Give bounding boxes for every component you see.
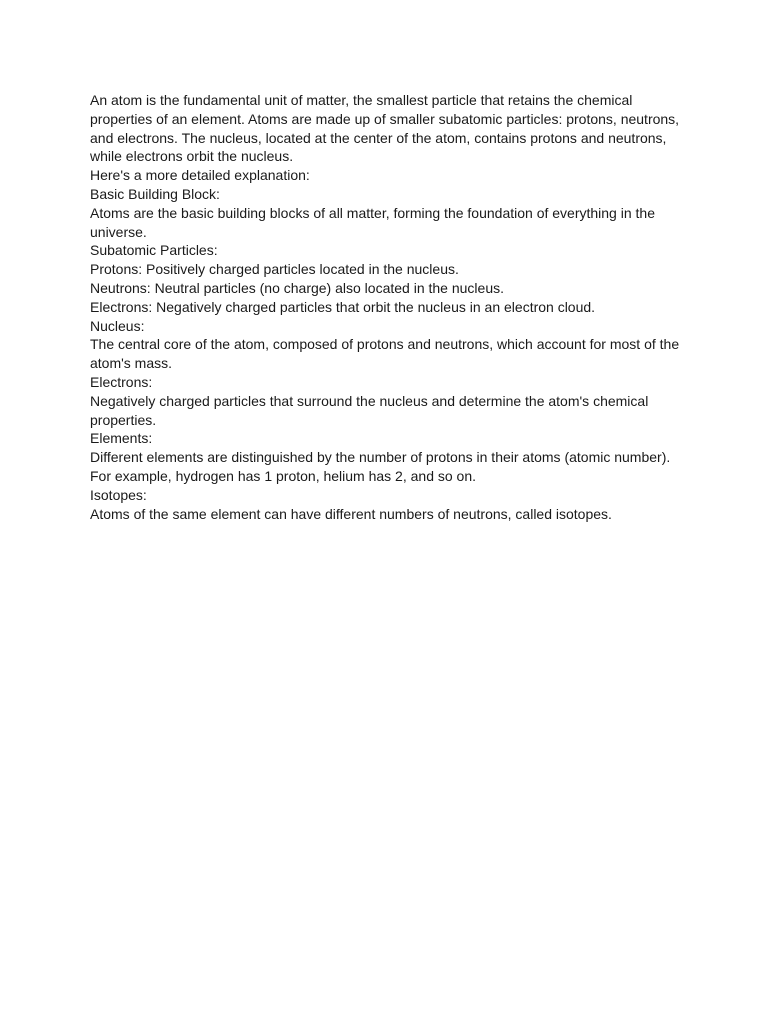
electrons-particle-text: Electrons: Negatively charged particles that orbit the nucleus in an electron cloud. xyxy=(90,298,596,315)
heading-nucleus: Nucleus: xyxy=(90,317,145,334)
neutrons-text: Neutrons: Neutral particles (no charge) also located in the nucleus. xyxy=(90,279,504,296)
basic-building-block-text: Atoms are the basic building blocks of all matter, forming the foundation of everything in the universe. xyxy=(90,204,655,240)
explanation-lead: Here's a more detailed explanation: xyxy=(90,167,310,184)
intro-paragraph: An atom is the fundamental unit of matter, the smallest particle that retains the chemical properties of an element. Atoms are made up of smaller subatomic particles: protons, neutrons, and electrons. The nucleus, located at the center of the atom, contains protons and neutrons, while electrons orbit the nucleus. xyxy=(90,92,680,165)
heading-elements: Elements: xyxy=(90,430,153,447)
document-body xyxy=(90,91,680,523)
protons-text: Protons: Positively charged particles located in the nucleus. xyxy=(90,261,459,278)
isotopes-text: Atoms of the same element can have different numbers of neutrons, called isotopes. xyxy=(90,505,612,522)
heading-basic-building-block: Basic Building Block: xyxy=(90,185,220,202)
heading-electrons: Electrons: xyxy=(90,373,153,390)
elements-text: Different elements are distinguished by the number of protons in their atoms (atomic number). For example, hydrogen has 1 proton, helium has 2, and so on. xyxy=(90,449,671,484)
heading-subatomic-particles: Subatomic Particles: xyxy=(90,242,218,259)
electrons-text: Negatively charged particles that surround the nucleus and determine the atom's chemical properties. xyxy=(90,392,649,428)
heading-isotopes: Isotopes: xyxy=(90,486,147,503)
nucleus-text: The central core of the atom, composed of protons and neutrons, which account for most of the atom's mass. xyxy=(90,336,680,372)
